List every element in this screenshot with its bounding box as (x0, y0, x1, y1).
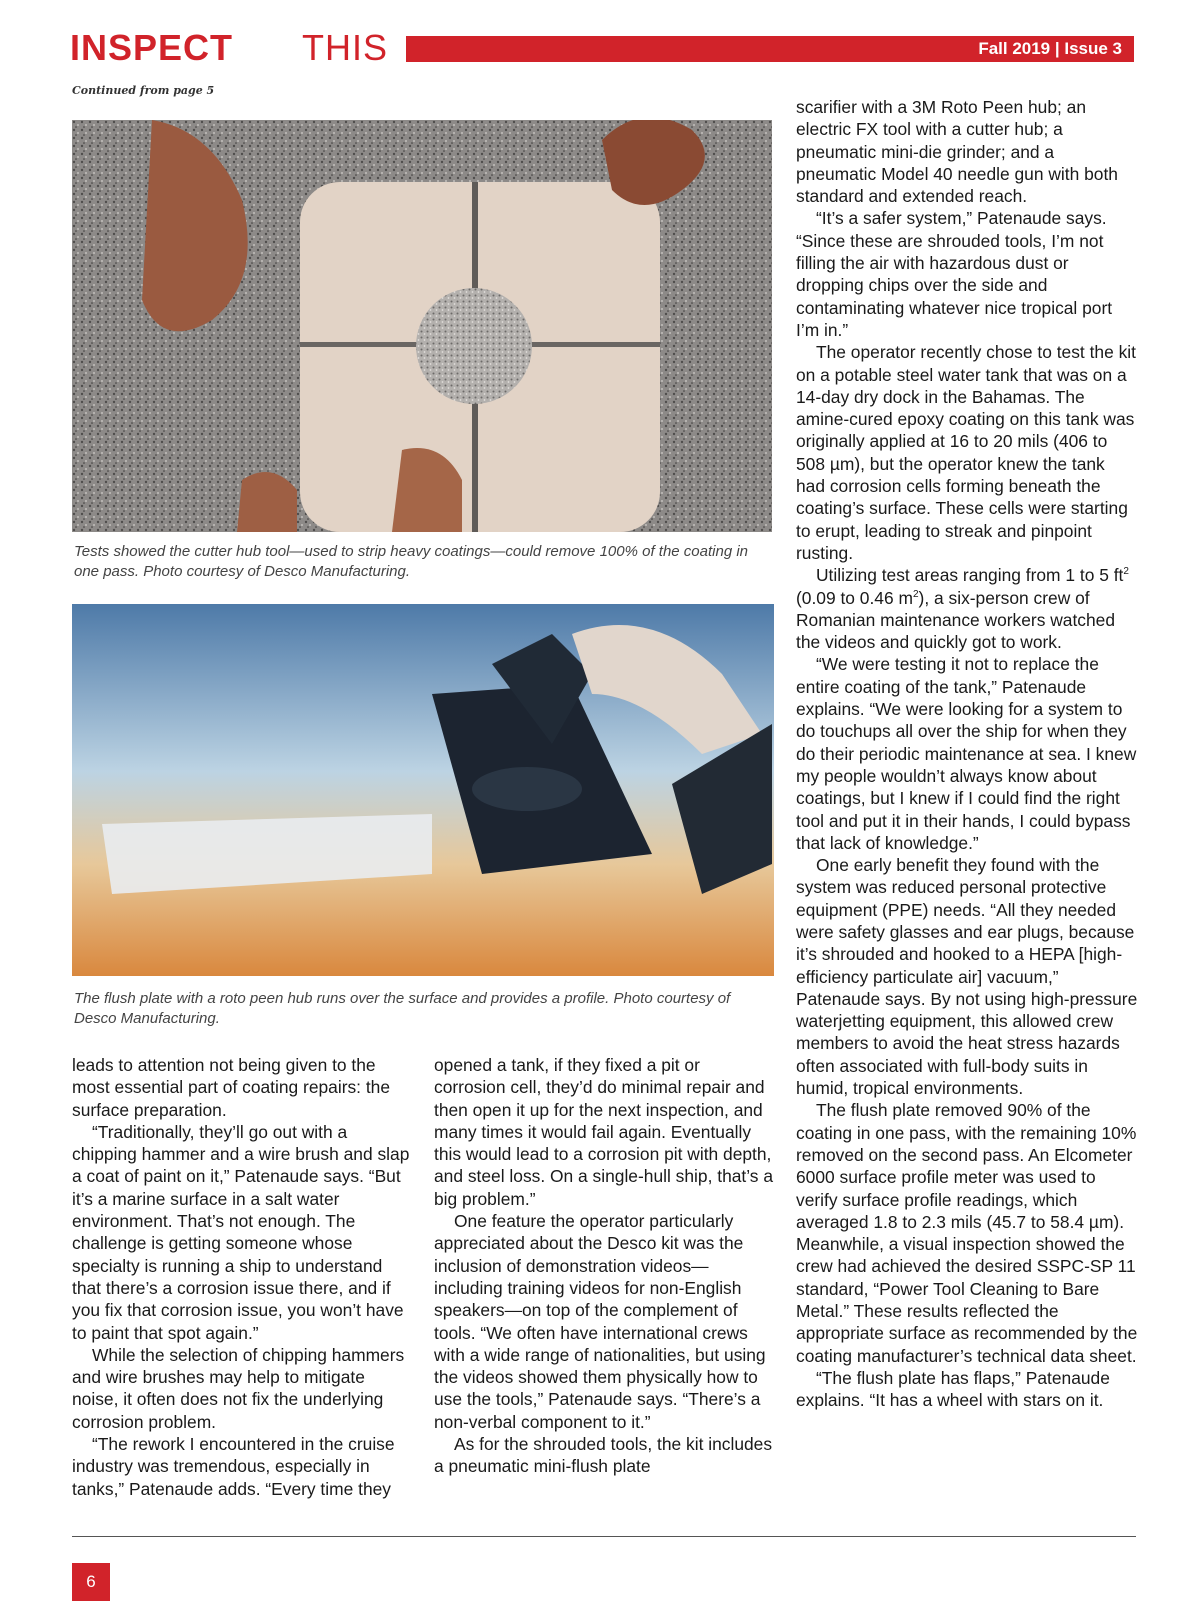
article-column-right (796, 96, 1138, 1412)
brand-title-light: THIS (302, 27, 389, 68)
article-paragraph: “The flush plate has flaps,” Patenaude explains. “It has a wheel with stars on it. (796, 1367, 1110, 1411)
article-paragraph: One early benefit they found with the system was reduced personal protective equipment (PPE) needs. “All they needed were safety glasses and ear plugs, because it’s shrouded and hooked to a HEPA [high-efficiency particulate air] vacuum,” Patenaude says. By not using high-pressure waterjetting equipment, this allowed crew members to avoid the heat stress hazards often associated with full-body suits in humid, tropical environments. (796, 855, 1138, 1099)
article-paragraph: leads to attention not being given to the most essential part of coating repairs: the surface preparation. (72, 1055, 391, 1120)
article-paragraph: One feature the operator particularly appreciated about the Desco kit was the inclusion of demonstration videos—including training videos for non-English speakers—on top of the complement of tools. “We often have international crews with a wide range of nationalities, but using the videos showed them physically how to use the tools,” Patenaude says. “There’s a non-verbal component to it.” (434, 1211, 766, 1432)
article-paragraph: scarifier with a 3M Roto Peen hub; an electric FX tool with a cutter hub; a pneumatic mini-die grinder; and a pneumatic Model 40 needle gun with both standard and extended reach. (796, 97, 1118, 207)
article-column-left (72, 1054, 414, 1500)
photo-cutter-hub-test-area (72, 120, 772, 532)
article-column-middle (434, 1054, 776, 1478)
article-paragraph: As for the shrouded tools, the kit includes a pneumatic mini-flush plate (434, 1434, 773, 1477)
text-run: (0.09 to 0.46 m (796, 587, 913, 608)
continued-note: Continued from page 5 (72, 84, 215, 97)
superscript: 2 (912, 588, 919, 600)
article-paragraph: “It’s a safer system,” Patenaude says. “Since these are shrouded tools, I’m not filling the air with hazardous dust or dropping chips over the side and contaminating whatever nice tropical port I’m in.” (796, 208, 1113, 340)
article-paragraph: “The rework I encountered in the cruise industry was tremendous, especially in tanks,” Patenaude adds. “Every time they (72, 1434, 395, 1499)
text-run: Utilizing test areas ranging from 1 to 5 ft (816, 565, 1124, 586)
footer-divider (72, 1536, 1136, 1537)
issue-banner (406, 36, 1134, 62)
photo-flush-plate-illustration (72, 604, 774, 976)
article-paragraph: “We were testing it not to replace the entire coating of the tank,” Patenaude explains. “We were looking for a system to do touchups all over the ship for when they do their periodic maintenance at sea. I knew my people wouldn’t always know about coatings, but I knew if I could find the right tool and put it in their hands, I could bypass that lack of knowledge.” (796, 654, 1137, 853)
photo-cutter-hub-illustration (72, 120, 772, 532)
text-run: ), a six-person crew of Romanian maintenance workers watched the videos and quickly got to work. (796, 587, 1115, 653)
article-paragraph: While the selection of chipping hammers and wire brushes may help to mitigate noise, it often does not fix the underlying corrosion problem. (72, 1344, 405, 1432)
article-paragraph: The operator recently chose to test the kit on a potable steel water tank that was on a 14-day dry dock in the Bahamas. The amine-cured epoxy coating on this tank was originally applied at 16 to 20 mils (406 to 508 µm), but the operator knew the tank had corrosion cells forming beneath the coating’s surface. These cells were starting to erupt, leading to streak and pinpoint rusting. (796, 342, 1136, 563)
superscript: 2 (1123, 566, 1129, 578)
article-paragraph: “Traditionally, they’ll go out with a chipping hammer and a wire brush and slap a coat of paint on it,” Patenaude says. “But it’s a marine surface in a salt water environment. That’s not enough. The challenge is getting someone whose specialty is running a ship to understand that there’s a corrosion issue there, and if you fix that corrosion issue, you won’t have to paint that spot again.” (72, 1121, 410, 1343)
article-paragraph: The flush plate removed 90% of the coating in one pass, with the remaining 10% removed on the second pass. An Elcometer 6000 surface profile meter was used to verify surface profile readings, which averaged 1.8 to 2.3 mils (45.7 to 58.4 µm). Meanwhile, a visual inspection showed the crew had achieved the desired SSPC-SP 11 standard, “Power Tool Cleaning to Bare Metal.” These results reflected the appropriate surface as recommended by the coating manufacturer’s technical data sheet. (796, 1100, 1138, 1366)
photo-caption-flush-plate: The flush plate with a roto peen hub runs over the surface and provides a profile. Photo courtesy of Desco Manufacturing. (74, 990, 731, 1027)
brand-title-bold: INSPECT (70, 27, 234, 68)
issue-label: Fall 2019 | Issue 3 (978, 39, 1122, 58)
masthead (70, 28, 1134, 68)
article-paragraph-test-areas (796, 564, 1138, 653)
page-number: 6 (72, 1563, 110, 1601)
article-paragraph: opened a tank, if they fixed a pit or corrosion cell, they’d do minimal repair and then open it up for the next inspection, and many times it would fail again. Eventually this would lead to a corrosion pit with depth, and steel loss. On a single-hull ship, that’s a big problem.” (434, 1055, 773, 1209)
photo-caption-cutter-hub: Tests showed the cutter hub tool—used to strip heavy coatings—could remove 100% of the coating in one pass. Photo courtesy of Desco Manufacturing. (74, 543, 749, 580)
photo-flush-plate-tool (72, 604, 774, 976)
